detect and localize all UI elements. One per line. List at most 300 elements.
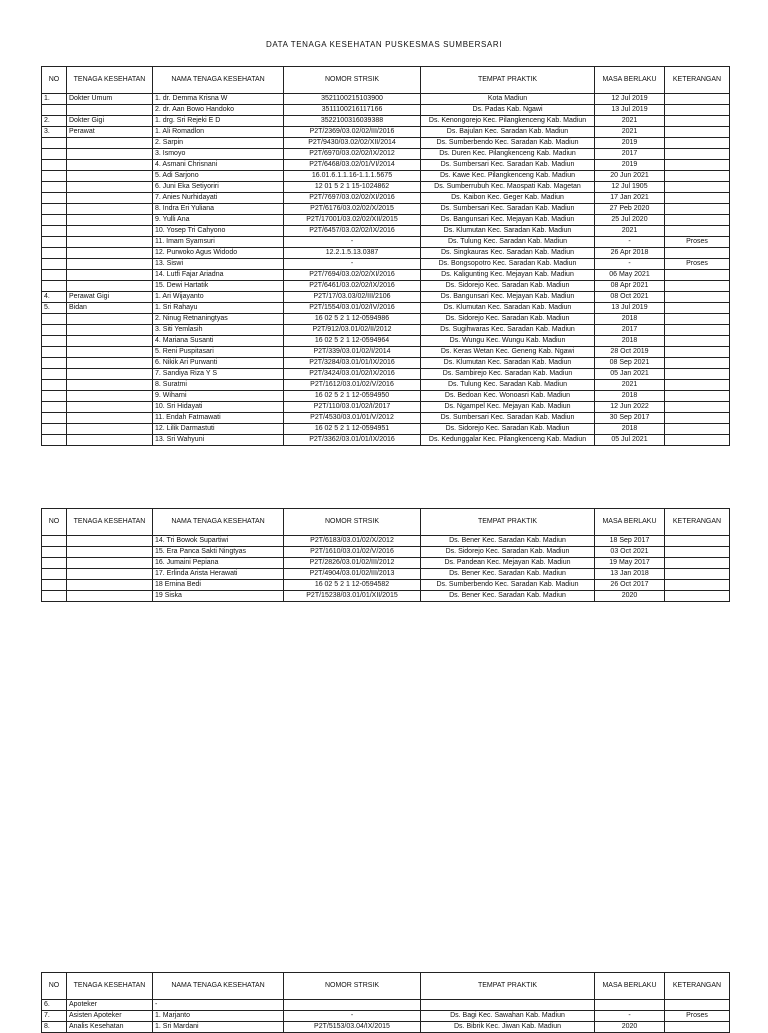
table-row [42, 193, 730, 204]
document-title: DATA TENAGA KESEHATAN PUSKESMAS SUMBERSARI [265, 40, 503, 49]
cell-no [42, 435, 67, 446]
cell-remarks [665, 402, 730, 413]
cell-category [67, 281, 153, 292]
cell-remarks: Proses [665, 1011, 730, 1022]
cell-category [67, 193, 153, 204]
cell-practice-place: Ds. Pandean Kec. Mejayan Kab. Madiun [421, 558, 595, 569]
cell-name: 16. Jumaini Pepiana [153, 558, 284, 569]
cell-no: 8. [42, 1022, 67, 1033]
cell-category [67, 336, 153, 347]
cell-remarks [665, 558, 730, 569]
cell-str-number: P2T/6183/03.01/02/X/2012 [284, 536, 421, 547]
table-row [42, 94, 730, 105]
cell-no [42, 226, 67, 237]
table-row [42, 138, 730, 149]
cell-name: 5. Adi Sarjono [153, 171, 284, 182]
cell-practice-place: Ds. Kaibon Kec. Geger Kab. Madiun [421, 193, 595, 204]
cell-category [67, 580, 153, 591]
cell-str-number [284, 1000, 421, 1011]
cell-valid-until: 2017 [595, 325, 665, 336]
cell-no [42, 259, 67, 270]
cell-category: Asisten Apoteker [67, 1011, 153, 1022]
cell-valid-until: 2021 [595, 127, 665, 138]
cell-no [42, 204, 67, 215]
cell-name: 11. Imam Syamsuri [153, 237, 284, 248]
cell-remarks [665, 380, 730, 391]
cell-remarks [665, 138, 730, 149]
cell-no [42, 336, 67, 347]
cell-name: 10. Sri Hidayati [153, 402, 284, 413]
cell-practice-place: Ds. Keras Wetan Kec. Geneng Kab. Ngawi [421, 347, 595, 358]
cell-practice-place: Ds. Klumutan Kec. Saradan Kab. Madiun [421, 303, 595, 314]
cell-no [42, 325, 67, 336]
cell-no [42, 138, 67, 149]
cell-practice-place: Ds. Bener Kec. Saradan Kab. Madiun [421, 591, 595, 602]
cell-no [42, 380, 67, 391]
cell-str-number: P2T/110/03.01/02/I/2017 [284, 402, 421, 413]
table-row [42, 259, 730, 270]
cell-remarks [665, 149, 730, 160]
cell-category [67, 325, 153, 336]
table-row [42, 215, 730, 226]
header-name: NAMA TENAGA KESEHATAN [153, 67, 284, 94]
cell-name: 13. Sri Wahyuni [153, 435, 284, 446]
cell-practice-place: Ds. Sidorejo Kec. Saradan Kab. Madiun [421, 314, 595, 325]
cell-no [42, 413, 67, 424]
cell-practice-place: Ds. Sumberbendo Kec. Saradan Kab. Madiun [421, 580, 595, 591]
cell-no [42, 105, 67, 116]
cell-category: Perawat [67, 127, 153, 138]
cell-remarks [665, 391, 730, 402]
cell-valid-until: 2021 [595, 116, 665, 127]
table-row [42, 127, 730, 138]
table-row [42, 391, 730, 402]
cell-valid-until: 27 Peb 2020 [595, 204, 665, 215]
header-valid-until: MASA BERLAKU [595, 509, 665, 536]
table-row [42, 116, 730, 127]
cell-valid-until: 2019 [595, 160, 665, 171]
cell-practice-place: Ds. Tulung Kec. Saradan Kab. Madiun [421, 237, 595, 248]
cell-name: 9. Yulli Ana [153, 215, 284, 226]
cell-name: 8. Suratmi [153, 380, 284, 391]
cell-no [42, 402, 67, 413]
cell-category [67, 182, 153, 193]
cell-valid-until: 03 Oct 2021 [595, 547, 665, 558]
header-str-number: NOMOR STRSIK [284, 973, 421, 1000]
table-row [42, 1000, 730, 1011]
cell-str-number: P2T/3424/03.01/02/IX/2016 [284, 369, 421, 380]
cell-practice-place: Ds. Bangunsari Kec. Mejayan Kab. Madiun [421, 292, 595, 303]
cell-str-number: P2T/6461/03.02/02/IX/2016 [284, 281, 421, 292]
cell-valid-until: 28 Oct 2019 [595, 347, 665, 358]
cell-str-number: P2T/5153/03.04/IX/2015 [284, 1022, 421, 1033]
header-valid-until: MASA BERLAKU [595, 973, 665, 1000]
cell-name: 1. drg. Sri Rejeki E D [153, 116, 284, 127]
cell-practice-place: Ds. Bajulan Kec. Saradan Kab. Madiun [421, 127, 595, 138]
cell-category [67, 424, 153, 435]
cell-valid-until: 12 Jul 1905 [595, 182, 665, 193]
cell-category [67, 226, 153, 237]
cell-str-number: 3522100316039388 [284, 116, 421, 127]
cell-category [67, 149, 153, 160]
header-category: TENAGA KESEHATAN [67, 973, 153, 1000]
cell-str-number: 16 02 5 2 1 12-0594964 [284, 336, 421, 347]
cell-name: 10. Yosep Tri Cahyono [153, 226, 284, 237]
header-category: TENAGA KESEHATAN [67, 67, 153, 94]
cell-str-number: P2T/7697/03.02/02/XI/2016 [284, 193, 421, 204]
cell-category [67, 248, 153, 259]
cell-practice-place: Ds. Ngampel Kec. Mejayan Kab. Madiun [421, 402, 595, 413]
cell-no: 1. [42, 94, 67, 105]
table-row [42, 536, 730, 547]
header-str-number: NOMOR STRSIK [284, 67, 421, 94]
cell-str-number: P2T/2369/03.02/02/III/2016 [284, 127, 421, 138]
cell-valid-until: 25 Jul 2020 [595, 215, 665, 226]
cell-no: 3. [42, 127, 67, 138]
table-row [42, 303, 730, 314]
cell-valid-until: 18 Sep 2017 [595, 536, 665, 547]
cell-no [42, 547, 67, 558]
cell-valid-until: 19 May 2017 [595, 558, 665, 569]
cell-remarks [665, 547, 730, 558]
cell-str-number: 3511100216117166 [284, 105, 421, 116]
cell-practice-place: Ds. Sumberrubuh Kec. Maospati Kab. Magetan [421, 182, 595, 193]
cell-valid-until: 12 Jun 2022 [595, 402, 665, 413]
cell-name: 15. Era Panca Sakti Ningtyas [153, 547, 284, 558]
cell-remarks [665, 193, 730, 204]
cell-practice-place: Ds. Padas Kab. Ngawi [421, 105, 595, 116]
cell-valid-until: 2017 [595, 149, 665, 160]
cell-category [67, 558, 153, 569]
cell-name: 17. Erlinda Arista Herawati [153, 569, 284, 580]
cell-no [42, 424, 67, 435]
table-row [42, 336, 730, 347]
cell-str-number: 16 02 5 2 1 12-0594950 [284, 391, 421, 402]
cell-valid-until: 06 May 2021 [595, 270, 665, 281]
cell-category [67, 314, 153, 325]
cell-no [42, 160, 67, 171]
cell-str-number: P2T/17/03.03/02/III/2106 [284, 292, 421, 303]
cell-remarks [665, 160, 730, 171]
cell-valid-until: 08 Apr 2021 [595, 281, 665, 292]
staff-table-page-2 [41, 508, 730, 602]
table-row [42, 1022, 730, 1033]
cell-str-number: P2T/4904/03.01/02/III/2013 [284, 569, 421, 580]
header-category: TENAGA KESEHATAN [67, 509, 153, 536]
cell-practice-place: Ds. Sambirejo Kec. Saradan Kab. Madiun [421, 369, 595, 380]
header-no: NO [42, 67, 67, 94]
cell-category [67, 237, 153, 248]
table-row [42, 237, 730, 248]
cell-practice-place: Ds. Klumutan Kec. Saradan Kab. Madiun [421, 226, 595, 237]
cell-remarks [665, 580, 730, 591]
cell-str-number: P2T/339/03.01/02/I/2014 [284, 347, 421, 358]
cell-no [42, 558, 67, 569]
table-row [42, 182, 730, 193]
cell-valid-until: 2021 [595, 380, 665, 391]
table-row [42, 270, 730, 281]
cell-remarks [665, 314, 730, 325]
header-practice-place: TEMPAT PRAKTIK [421, 509, 595, 536]
table-row [42, 160, 730, 171]
table-row [42, 325, 730, 336]
cell-name: 9. Wiharni [153, 391, 284, 402]
table-row [42, 435, 730, 446]
cell-valid-until: 2018 [595, 314, 665, 325]
cell-practice-place: Ds. Bener Kec. Saradan Kab. Madiun [421, 569, 595, 580]
cell-practice-place: Ds. Bagi Kec. Sawahan Kab. Madiun [421, 1011, 595, 1022]
cell-no: 2. [42, 116, 67, 127]
cell-name: 14. Lutfi Fajar Ariadna [153, 270, 284, 281]
table-row [42, 292, 730, 303]
cell-category: Dokter Umum [67, 94, 153, 105]
table-row [42, 380, 730, 391]
cell-category [67, 402, 153, 413]
table-row [42, 347, 730, 358]
cell-no [42, 248, 67, 259]
cell-practice-place: Ds. Tulung Kec. Saradan Kab. Madiun [421, 380, 595, 391]
cell-remarks [665, 424, 730, 435]
cell-remarks [665, 215, 730, 226]
cell-no [42, 347, 67, 358]
cell-category [67, 380, 153, 391]
table-row [42, 580, 730, 591]
table-row [42, 281, 730, 292]
cell-valid-until: 2020 [595, 1022, 665, 1033]
cell-category [67, 358, 153, 369]
cell-name: 1. Marjanto [153, 1011, 284, 1022]
table-row [42, 424, 730, 435]
cell-remarks [665, 292, 730, 303]
header-str-number: NOMOR STRSIK [284, 509, 421, 536]
staff-table-page-1 [41, 66, 730, 446]
table-row [42, 226, 730, 237]
cell-str-number: - [284, 259, 421, 270]
cell-str-number: P2T/1610/03.01/02/V/2016 [284, 547, 421, 558]
cell-name: 5. Reni Puspitasari [153, 347, 284, 358]
table-header-row [42, 509, 730, 536]
cell-remarks: Proses [665, 237, 730, 248]
cell-remarks [665, 171, 730, 182]
cell-practice-place: Ds. Bener Kec. Saradan Kab. Madiun [421, 536, 595, 547]
cell-remarks [665, 182, 730, 193]
cell-category [67, 369, 153, 380]
cell-str-number: P2T/1554/03.01/02/IV/2016 [284, 303, 421, 314]
cell-category: Dokter Gigi [67, 116, 153, 127]
cell-remarks [665, 116, 730, 127]
cell-remarks [665, 369, 730, 380]
cell-practice-place: Kota Madiun [421, 94, 595, 105]
cell-str-number: 12.2.1.5.13.0387 [284, 248, 421, 259]
cell-no [42, 270, 67, 281]
cell-no [42, 149, 67, 160]
cell-no [42, 536, 67, 547]
cell-valid-until: 05 Jul 2021 [595, 435, 665, 446]
cell-remarks [665, 347, 730, 358]
cell-category: Bidan [67, 303, 153, 314]
cell-no: 6. [42, 1000, 67, 1011]
cell-category [67, 171, 153, 182]
cell-category [67, 413, 153, 424]
cell-remarks [665, 413, 730, 424]
cell-str-number: 16 02 5 2 1 12-0594582 [284, 580, 421, 591]
cell-no [42, 182, 67, 193]
table-row [42, 369, 730, 380]
cell-valid-until: 26 Apr 2018 [595, 248, 665, 259]
cell-category [67, 347, 153, 358]
header-remarks: KETERANGAN [665, 973, 730, 1000]
cell-category [67, 138, 153, 149]
cell-valid-until: 13 Jul 2019 [595, 105, 665, 116]
cell-remarks [665, 303, 730, 314]
header-practice-place: TEMPAT PRAKTIK [421, 973, 595, 1000]
cell-name: 6. Juni Eka Setiyoriri [153, 182, 284, 193]
cell-str-number: 16 02 5 2 1 12-0594951 [284, 424, 421, 435]
cell-name: 13. Siswi [153, 259, 284, 270]
cell-practice-place: Ds. Sumberbendo Kec. Saradan Kab. Madiun [421, 138, 595, 149]
cell-no [42, 237, 67, 248]
cell-no: 5. [42, 303, 67, 314]
cell-valid-until: 30 Sep 2017 [595, 413, 665, 424]
cell-category [67, 569, 153, 580]
table-row [42, 569, 730, 580]
table-row [42, 314, 730, 325]
cell-name: 2. dr. Aan Bowo Handoko [153, 105, 284, 116]
cell-str-number: P2T/6468/03.02/01/VI/2014 [284, 160, 421, 171]
cell-practice-place: Ds. Bongsopotro Kec. Saradan Kab. Madiun [421, 259, 595, 270]
cell-practice-place: Ds. Sidorejo Kec. Saradan Kab. Madiun [421, 547, 595, 558]
cell-remarks [665, 358, 730, 369]
cell-category [67, 547, 153, 558]
cell-practice-place: Ds. Sumbersari Kec. Saradan Kab. Madiun [421, 160, 595, 171]
cell-str-number: 16.01.6.1.1.16-1.1.1.5675 [284, 171, 421, 182]
cell-remarks [665, 1022, 730, 1033]
cell-str-number: P2T/6970/03.02/02/IX/2012 [284, 149, 421, 160]
cell-category [67, 536, 153, 547]
cell-name: 15. Dewi Hartatik [153, 281, 284, 292]
header-practice-place: TEMPAT PRAKTIK [421, 67, 595, 94]
table-row [42, 149, 730, 160]
table-row [42, 591, 730, 602]
cell-remarks [665, 281, 730, 292]
cell-name: 2. Sarpin [153, 138, 284, 149]
cell-category [67, 215, 153, 226]
table-row [42, 1011, 730, 1022]
cell-str-number: - [284, 237, 421, 248]
cell-category [67, 259, 153, 270]
cell-no [42, 314, 67, 325]
cell-remarks [665, 127, 730, 138]
cell-name: 4. Asmani Chrisnani [153, 160, 284, 171]
cell-category [67, 270, 153, 281]
cell-no: 4. [42, 292, 67, 303]
header-remarks: KETERANGAN [665, 67, 730, 94]
cell-practice-place: Ds. Sumbersari Kec. Saradan Kab. Madiun [421, 204, 595, 215]
table-row [42, 171, 730, 182]
cell-valid-until: 2021 [595, 226, 665, 237]
cell-remarks [665, 1000, 730, 1011]
cell-remarks [665, 569, 730, 580]
cell-category: Perawat Gigi [67, 292, 153, 303]
table-row [42, 413, 730, 424]
cell-category [67, 591, 153, 602]
cell-remarks [665, 204, 730, 215]
cell-remarks [665, 270, 730, 281]
cell-name: 18 Ernina Bedi [153, 580, 284, 591]
cell-str-number: - [284, 1011, 421, 1022]
table-header-row [42, 973, 730, 1000]
cell-practice-place: Ds. Bangunsari Kec. Mejayan Kab. Madiun [421, 215, 595, 226]
cell-practice-place: Ds. Duren Kec. Pilangkenceng Kab. Madiun [421, 149, 595, 160]
cell-remarks: Proses [665, 259, 730, 270]
cell-no [42, 391, 67, 402]
cell-practice-place: Ds. Wungu Kec. Wungu Kab. Madiun [421, 336, 595, 347]
cell-name: 1. dr. Demma Krisna W [153, 94, 284, 105]
table-body [42, 94, 730, 446]
table-row [42, 402, 730, 413]
header-remarks: KETERANGAN [665, 509, 730, 536]
cell-no [42, 569, 67, 580]
table-body [42, 536, 730, 602]
cell-str-number: P2T/1612/03.01/02/V/2016 [284, 380, 421, 391]
cell-no [42, 591, 67, 602]
cell-category [67, 105, 153, 116]
cell-valid-until: 05 Jan 2021 [595, 369, 665, 380]
cell-str-number: 16 02 5 2 1 12-0594986 [284, 314, 421, 325]
cell-practice-place: Ds. Kedunggalar Kec. Pilangkenceng Kab. Madiun [421, 435, 595, 446]
cell-str-number: P2T/6457/03.02/02/IX/2016 [284, 226, 421, 237]
cell-remarks [665, 248, 730, 259]
table-row [42, 558, 730, 569]
cell-str-number: 12 01 5 2 1 15-1024862 [284, 182, 421, 193]
cell-name: 19 Siska [153, 591, 284, 602]
cell-name: 1. Ali Romadlon [153, 127, 284, 138]
cell-valid-until: 08 Sep 2021 [595, 358, 665, 369]
table-row [42, 105, 730, 116]
cell-name: 4. Mariana Susanti [153, 336, 284, 347]
cell-practice-place: Ds. Kawe Kec. Pilangkenceng Kab. Madiun [421, 171, 595, 182]
header-no: NO [42, 509, 67, 536]
cell-remarks [665, 536, 730, 547]
cell-name: 1. Ari Wijayanto [153, 292, 284, 303]
header-no: NO [42, 973, 67, 1000]
cell-valid-until: 2018 [595, 424, 665, 435]
cell-name: 11. Endah Fatmawati [153, 413, 284, 424]
cell-practice-place: Ds. Sidorejo Kec. Saradan Kab. Madiun [421, 281, 595, 292]
cell-valid-until [595, 1000, 665, 1011]
cell-str-number: 3521100215103900 [284, 94, 421, 105]
table-row [42, 358, 730, 369]
cell-remarks [665, 591, 730, 602]
cell-name: 3. Siti Yemlasih [153, 325, 284, 336]
cell-remarks [665, 336, 730, 347]
cell-name: 1. Sri Mardani [153, 1022, 284, 1033]
cell-valid-until: 17 Jan 2021 [595, 193, 665, 204]
cell-practice-place: Ds. Bibrik Kec. Jiwan Kab. Madiun [421, 1022, 595, 1033]
cell-valid-until: 13 Jan 2018 [595, 569, 665, 580]
cell-str-number: P2T/9430/03.02/02/XII/2014 [284, 138, 421, 149]
cell-practice-place [421, 1000, 595, 1011]
cell-name: - [153, 1000, 284, 1011]
cell-str-number: P2T/17001/03.02/02/XII/2015 [284, 215, 421, 226]
cell-remarks [665, 325, 730, 336]
cell-practice-place: Ds. Bedoan Kec. Wonoasri Kab. Madiun [421, 391, 595, 402]
cell-str-number: P2T/7694/03.02/02/XI/2016 [284, 270, 421, 281]
table-row [42, 248, 730, 259]
cell-practice-place: Ds. Sumbersari Kec. Saradan Kab. Madiun [421, 413, 595, 424]
cell-valid-until: 08 Oct 2021 [595, 292, 665, 303]
cell-valid-until: - [595, 1011, 665, 1022]
